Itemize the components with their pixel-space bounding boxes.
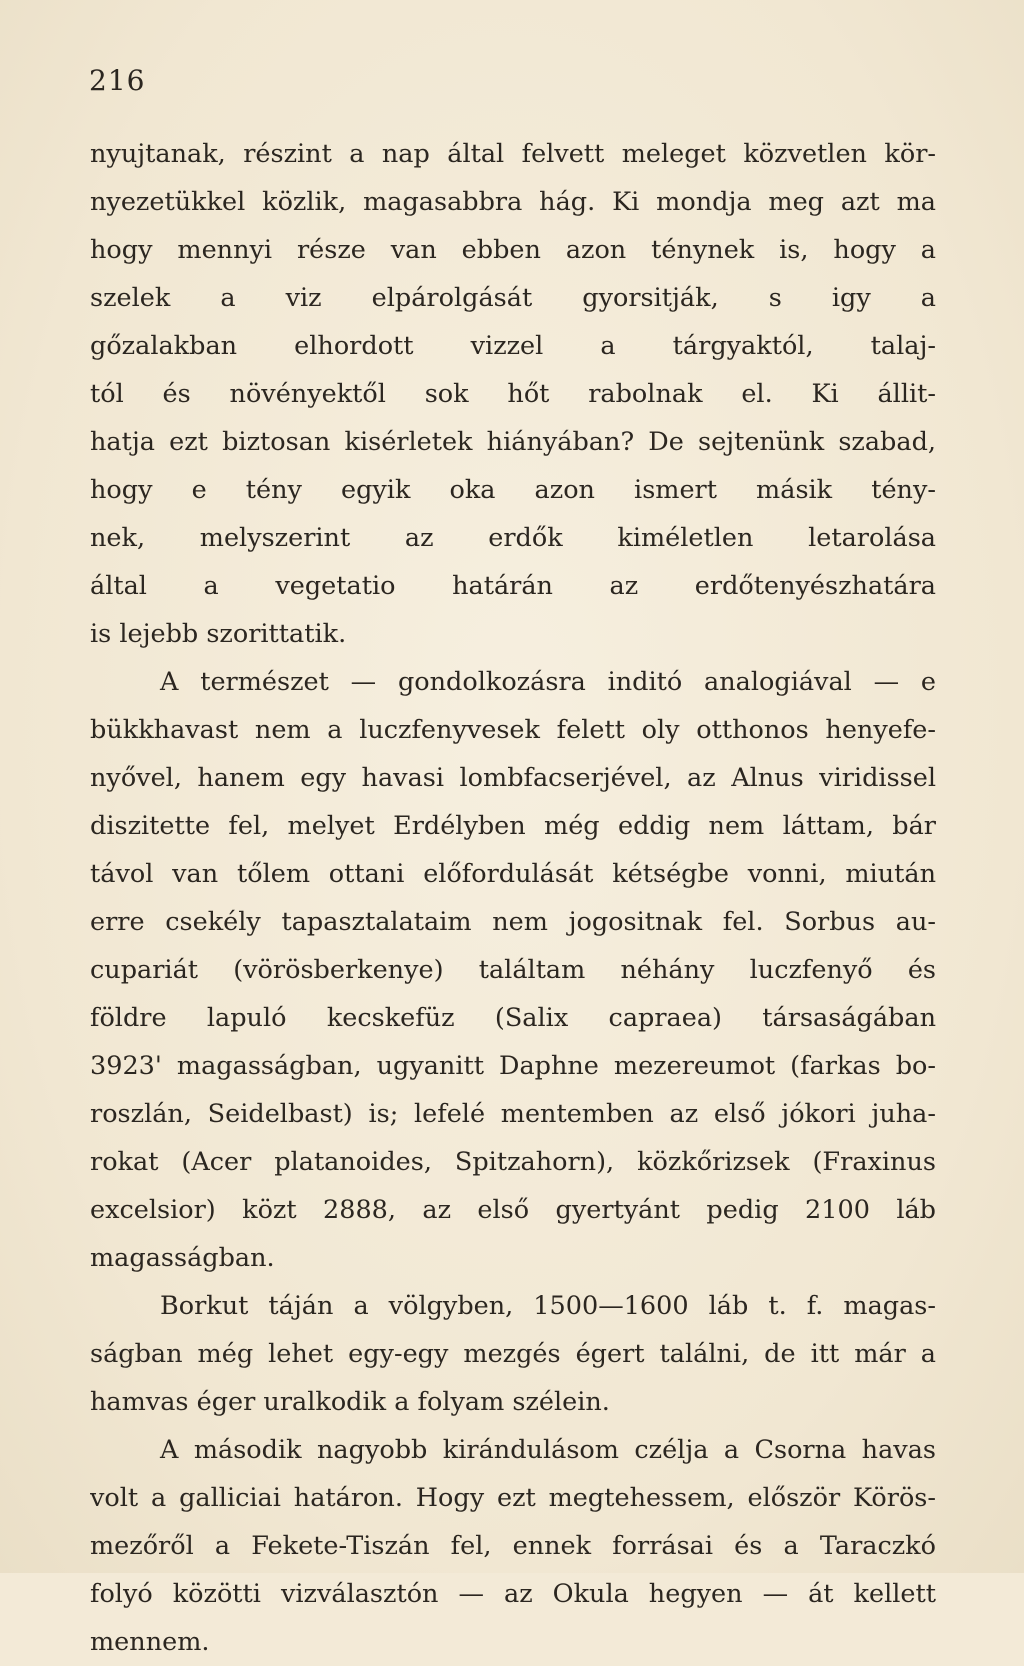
text-line: tól és növényektől sok hőt rabolnak el. Ki állit- xyxy=(90,379,936,409)
text-line: folyó közötti vizválasztón — az Okula hegyen — át kellett xyxy=(90,1579,936,1609)
text-line: diszitette fel, melyet Erdélyben még eddig nem láttam, bár xyxy=(90,811,936,841)
text-line: ságban még lehet egy-egy mezgés égert találni, de itt már a xyxy=(90,1339,936,1369)
text-line: nyezetükkel közlik, magasabbra hág. Ki mondja meg azt ma xyxy=(90,187,936,217)
text-line: gőzalakban elhordott vizzel a tárgyaktól, talaj- xyxy=(90,331,936,361)
text-line: volt a galliciai határon. Hogy ezt megtehessem, először Körös- xyxy=(90,1483,936,1513)
text-line: hogy e tény egyik oka azon ismert másik tény- xyxy=(90,475,936,505)
body-text xyxy=(90,130,936,1666)
text-line: bükkhavast nem a luczfenyvesek felett oly otthonos henyefe- xyxy=(90,715,936,745)
text-line: 3923' magasságban, ugyanitt Daphne mezereumot (farkas bo- xyxy=(90,1051,936,1081)
text-line: Borkut táján a völgyben, 1500—1600 láb t. f. magas- xyxy=(160,1291,936,1321)
text-line: rokat (Acer platanoides, Spitzahorn), közkőrizsek (Fraxinus xyxy=(90,1147,936,1177)
text-line: hatja ezt biztosan kisérletek hiányában? De sejtenünk szabad, xyxy=(90,427,936,457)
text-line: távol van tőlem ottani előfordulását kétségbe vonni, miután xyxy=(90,859,936,889)
text-line: roszlán, Seidelbast) is; lefelé mentemben az első jókori juha- xyxy=(90,1099,936,1129)
text-line: cupariát (vörösberkenye) találtam néhány luczfenyő és xyxy=(90,955,936,985)
text-line: nek, melyszerint az erdők kiméletlen letarolása xyxy=(90,523,936,553)
text-line: magasságban. xyxy=(90,1243,275,1273)
text-line: nyujtanak, részint a nap által felvett meleget közvetlen kör- xyxy=(90,139,936,169)
text-line: által a vegetatio határán az erdőtenyészhatára xyxy=(90,571,936,601)
text-line: A természet — gondolkozásra inditó analogiával — e xyxy=(160,667,936,697)
text-line: is lejebb szorittatik. xyxy=(90,619,347,649)
text-line: nyővel, hanem egy havasi lombfacserjével, az Alnus viridissel xyxy=(90,763,936,793)
text-line: földre lapuló kecskefüz (Salix capraea) társaságában xyxy=(90,1003,936,1033)
text-line: mennem. xyxy=(90,1627,210,1657)
text-line: mezőről a Fekete-Tiszán fel, ennek forrásai és a Taraczkó xyxy=(90,1531,936,1561)
text-line: szelek a viz elpárolgását gyorsitják, s igy a xyxy=(90,283,936,313)
text-line: erre csekély tapasztalataim nem jogositnak fel. Sorbus au- xyxy=(90,907,936,937)
text-line: hamvas éger uralkodik a folyam szélein. xyxy=(90,1387,610,1417)
text-line: A második nagyobb kirándulásom czélja a Csorna havas xyxy=(160,1435,936,1465)
page-number: 216 xyxy=(89,64,146,97)
text-line: hogy mennyi része van ebben azon ténynek is, hogy a xyxy=(90,235,936,265)
text-line: excelsior) közt 2888, az első gyertyánt pedig 2100 láb xyxy=(90,1195,936,1225)
